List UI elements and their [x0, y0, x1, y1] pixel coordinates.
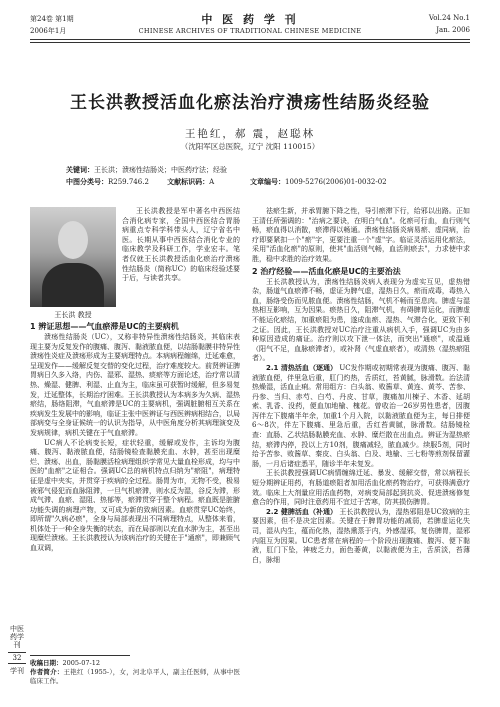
photo-body-shape	[42, 263, 104, 307]
subsection-2-1-title: 2.1 清热活血（逐通）	[266, 363, 338, 372]
volume-issue-cn: 第24卷 第1期	[30, 15, 74, 23]
header-rule-2	[30, 42, 470, 43]
subsection-2-1-continued: 王长洪教授强调UC病情缠绵迁延、暴发、缓解交替，常以病程长短分期辨证用药，有肠道瘀阻者加用活血化瘀药物治疗，可获得满意疗效。临床上大剂量应用活血药物，对病变局部起到抗炎、促进溃疡修复愈合的作用，同时注意药用不宜过于苦寒，防其损伤脾胃。	[252, 469, 470, 507]
right-paragraph-2: 王长洪教授认为，溃疡性结肠炎病人表现分为虚实互见，虚热错杂，肠道气血瘀滞不畅，虚证为脾气虚，湿热日久，瘀而成毒，毒热入血，肠络受伤而见脓血便。溃疡性结肠，气机不畅而至息肉。脾虚与湿热相互影响，互为因果。瘀热日久，阻滞气机，有碍脾胃运化，而脾虚不能运化瘀结，加重瘀阻为患，遂成血瘀、湿热、气滞合化，更致下利之证。因此，王长洪教授对UC治疗注重从病机入手，强调UC为由多种原因造成的痛证。治疗则以攻下泄一体法，而突出"通瘀"，或温通（阳气不足，血脉瘀滞者），或补肾（气虚血瘀者），或清热（湿热瘀阻者）。	[252, 277, 470, 363]
side-journal-short: 学刊	[10, 667, 24, 675]
bio-paragraph-wrap	[122, 207, 240, 284]
clc-label: 中图分类号：	[66, 178, 108, 186]
clc-number: R259.746.2	[108, 178, 149, 186]
keywords: 王长洪；溃疡性结肠炎；中医药疗法；经验	[94, 166, 227, 174]
subsection-2-2-text: 王长洪教授认为，湿热邪阻是UC致病的主要因素，但不是决定因素。关键在于脾胃功能的减弱，若脾虚运化失司，湿从内生，蕴而化热，湿热熏蒸于内，外感湿邪，复伤脾胃，湿邪内阻互为因果。UC患者常在病程的一个阶段出现腹痛、腹泻、便下黏液，肛门下坠，神疲乏力，面色萎黄，以黏液便为主，舌质淡，苔薄白，脉细	[252, 507, 470, 564]
journal-header	[0, 0, 500, 52]
footnote	[30, 659, 240, 686]
date-cn: 2006年1月	[30, 27, 67, 35]
photo-face-shape	[58, 221, 88, 259]
side-journal-name: 中医药学刊	[10, 625, 24, 649]
author-bio: 王艳红（1955-），女，河北阜平人，副主任医师，从事中医临床工作。	[30, 668, 241, 685]
received-date: 2005-07-12	[62, 659, 100, 667]
author-bio-line	[30, 668, 240, 686]
received-label: 收稿日期：	[30, 659, 63, 667]
article-number-label: 文章编号：	[250, 178, 285, 186]
article-authors: 王艳红，郝 震，赵聪林	[184, 128, 316, 140]
doc-code: A	[209, 178, 215, 186]
author-affiliation: （沈阳军区总医院，辽宁 沈阳 110015）	[180, 142, 320, 151]
right-column	[252, 207, 470, 565]
article-title: 王长洪教授活血化瘀法治疗溃疡性结肠炎经验	[70, 93, 430, 113]
photo-caption: 王长洪 教授	[54, 311, 92, 319]
subsection-2-1-text: UC发作期或初期常表现为腹痛、腹泻、黏液脓血便，伴里急后重，肛门灼热，舌质红，苔黄腻，脉滑数。治法清热燥湿，活血止痢。常用组方：白头翁、败酱草、黄连、黄芩、苦参、丹参、当归、赤芍、白芍、丹皮、甘草，腹痛加川楝子、木香、延胡索、乳香、没药，便血加地榆、槐花。曾收治一26岁男性患者，因腹泻伴左下腹痛半年余，加重1个月入院，以黏液脓血便为主，每日排便6～8次，伴左下腹痛、里急后重，舌红苔黄腻，脉滑数。结肠镜检查：直肠、乙状结肠黏膜充血、水肿、糜烂散在出血点。辨证为湿热瘀结，瘀滞内停，投以上方10剂，腹痛减轻，脓血减少。续服5剂，同时给予苦参、败酱草、秦皮、白头翁、白及、地榆、三七粉等煎剂保留灌肠，一月后诸症悉平，随诊半年未复发。	[252, 363, 470, 468]
right-paragraph-1: 祛瘀生新，并承胃腑下降之性，导引瘀滞下行，给邪以出路。正如王清任所强调的："治病之要诀，在明白气血"。化瘀可行血，血行则气畅，瘀血得以消散，瘀滞得以畅通。溃疡性结肠炎病易瘀、虚同病，治疗即要紧扣一个"瘀"字，更要注重一个"虚"字。临证灵活运用化瘀法，采用"活血化瘀"的原则，使其"血活则气畅，血活则瘀去"，力求使中求胜，稳中求胜的治疗效果。	[252, 207, 470, 263]
volume-issue-en: Vol.24 No.1	[428, 14, 470, 22]
journal-title-en: CHINESE ARCHIVES OF TRADITIONAL CHINESE MEDICINE	[138, 27, 362, 35]
subsection-2-1	[252, 364, 470, 470]
header-rule	[30, 39, 470, 40]
date-en: Jan. 2006	[436, 26, 470, 34]
article-number-line	[250, 177, 387, 188]
subsection-2-2-title: 2.2 健脾活血（补通）	[266, 507, 338, 516]
footnote-rule	[30, 655, 130, 656]
journal-title-cn: 中 医 药 学 刊	[201, 13, 299, 26]
received-line	[30, 659, 240, 668]
doc-code-label: 文献标识码：	[167, 178, 210, 186]
article-number: 1009-5276(2006)01-0032-02	[285, 178, 387, 186]
keywords-line	[66, 165, 227, 176]
clc-line	[66, 177, 214, 188]
keywords-label: 关键词：	[66, 166, 94, 174]
author-photo	[30, 207, 116, 307]
bio-paragraph: 王长洪教授是军中著名中西医结合消化病专家，全国中西医结合胃肠病重点专科学科带头人，辽宁省名中医。长期从事中西医结合消化专业的临床教学及科研工作，学业宏丰。笔者仅就王长洪教授活血化瘀治疗溃疡性结肠炎（简称UC）的临床经验述要于后，与读者共享。	[122, 207, 240, 283]
left-column	[30, 320, 240, 554]
left-paragraph-1: 溃疡性结肠炎（UC），又称非特异性溃疡性结肠炎，其临床表现主要为反复发作的腹痛、腹泻、黏液脓血便，以结肠黏膜非特异性溃疡性炎症及溃疡形成为主要病理特点。本病病程缠绵，迁延难愈，呈现发作——缓解反复交替的变化过程，治疗难度较大。前贤辨证脾胃病日久多入络，内伤、湿邪、湿热、痰瘀等方面论述，治疗常以清热、燥湿、健脾、利湿、止血为主，临床虽可获暂时缓解，但多易复发，迁延整体，长期治疗困难。王长洪教授认为本病多为久病、湿热瘀结，肠络阻滞，气血瘀滞是UC的主要病机，强调脏腑相互关系在疾病发生发展中的影响，临证主张中医辨证与西医辨病相结合，以局部病变与全身证候统一的认识为指导，从中医角度分析其病理演变及发病规律，病机关键在于气血瘀滞。	[30, 333, 240, 437]
left-paragraph-2: UC病人不论病变长短，症状轻重，缓解或发作，主诉均为腹痛、腹泻、黏液脓血便，结肠镜检查黏膜充血、水肿，甚至出现糜烂、溃疡、出血，肠黏膜活检病理组织学常见大量血栓形成，均与中医的"血瘀"之证相合。强调UC总的病机特点归纳为"瘀阻"，病理特征是虚中夹实，并贯穿于疾病的全过程。肠胃为市，无物不受，极易被邪气侵犯而血脉阻滞，一旦气机瘀滞，则水反为湿，谷反为滞，形成气滞、血瘀、湿阻、热郁等，瘀滞贯穿于整个病程。瘀血既是脏腑功能失调的病理产物，又可成为新的致病因素。血瘀贯穿UC始终，即所谓"久病必瘀"，全身与局部表现出不同病理特点，从整体来看，机体处于一种全身失衡的状态，而在局部则以充血水肿为主，甚至出现糜烂溃疡。王长洪教授认为该病治疗的关键在于"通瘀"，即兼顾气血双调，	[30, 438, 240, 553]
section-2-heading: 2 治疗经验——活血化瘀是UC的主要治法	[252, 266, 401, 276]
side-margin-mark	[8, 625, 26, 675]
page-number: 32	[8, 652, 26, 664]
subsection-2-2	[252, 508, 470, 566]
author-bio-label: 作者简介：	[30, 668, 64, 676]
section-1-heading: 1 辨证思想——气血瘀滞是UC的主要病机	[30, 322, 179, 331]
